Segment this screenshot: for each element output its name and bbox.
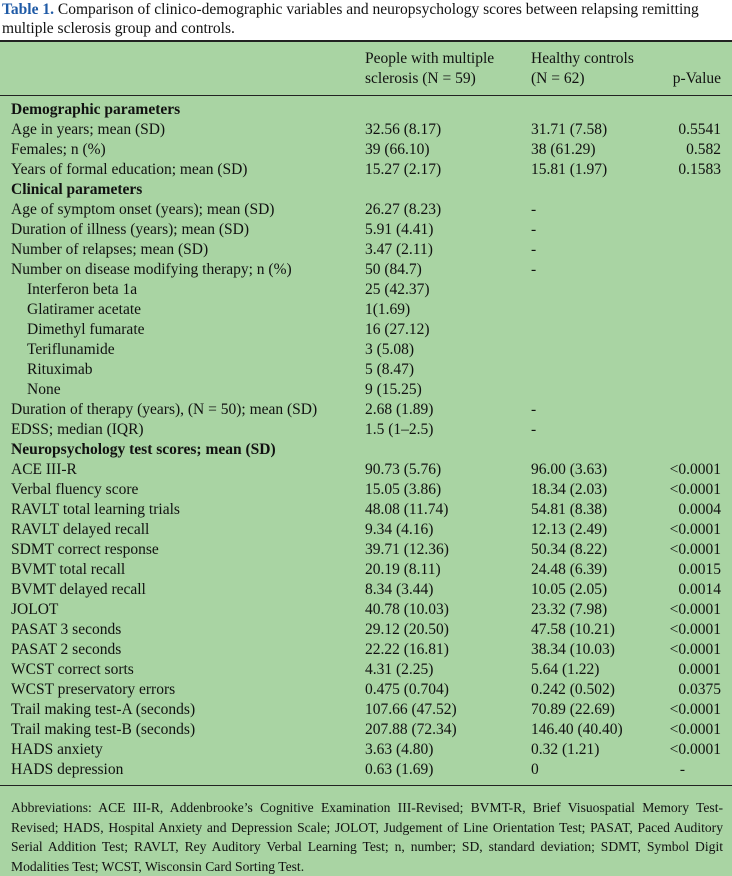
table-row bbox=[0, 500, 732, 520]
control-value: 23.32 (7.98) bbox=[531, 601, 608, 618]
ms-value: 32.56 (8.17) bbox=[365, 121, 442, 138]
p-value: 0.1583 bbox=[678, 161, 721, 178]
caption-text: Comparison of clinico-demographic variables and neuropsychology scores between relapsing remitting multiple sclerosis group and controls. bbox=[2, 1, 699, 37]
control-value: - bbox=[531, 421, 537, 438]
control-value: 38 (61.29) bbox=[531, 141, 596, 158]
header-ms bbox=[365, 49, 494, 89]
control-value: 15.81 (1.97) bbox=[531, 161, 608, 178]
control-value: 31.71 (7.58) bbox=[531, 121, 608, 138]
row-label: BVMT total recall bbox=[11, 561, 126, 578]
table-row bbox=[0, 700, 732, 720]
row-label: RAVLT delayed recall bbox=[11, 521, 150, 538]
row-label: HADS anxiety bbox=[11, 741, 103, 758]
table-row bbox=[0, 620, 732, 640]
ms-value: 90.73 (5.76) bbox=[365, 461, 442, 478]
control-value: 50.34 (8.22) bbox=[531, 541, 608, 558]
row-label: Duration of therapy (years), (N = 50); mean (SD) bbox=[11, 401, 318, 418]
row-label: SDMT correct response bbox=[11, 541, 159, 558]
ms-value: 15.05 (3.86) bbox=[365, 481, 442, 498]
p-value: - bbox=[679, 761, 685, 778]
p-value: 0.0014 bbox=[678, 581, 721, 598]
table-row bbox=[0, 660, 732, 680]
table-row bbox=[0, 120, 732, 140]
row-label: None bbox=[27, 381, 61, 398]
ms-value: 39 (66.10) bbox=[365, 141, 430, 158]
ms-value: 26.27 (8.23) bbox=[365, 201, 442, 218]
ms-value: 1(1.69) bbox=[365, 301, 411, 318]
control-value: 12.13 (2.49) bbox=[531, 521, 608, 538]
control-value: - bbox=[531, 261, 537, 278]
ms-value: 9.34 (4.16) bbox=[365, 521, 434, 538]
table-row bbox=[0, 200, 732, 220]
header-ms-line2: sclerosis (N = 59) bbox=[365, 70, 476, 87]
row-label: EDSS; median (IQR) bbox=[11, 421, 144, 438]
header-rule bbox=[0, 95, 732, 96]
ms-value: 20.19 (8.11) bbox=[365, 561, 441, 578]
ms-value: 5.91 (4.41) bbox=[365, 221, 434, 238]
table-row bbox=[0, 400, 732, 420]
control-value: 0 bbox=[531, 761, 539, 778]
control-value: 70.89 (22.69) bbox=[531, 701, 615, 718]
table-row bbox=[0, 640, 732, 660]
table-row bbox=[0, 520, 732, 540]
header-pvalue: p-Value bbox=[672, 70, 721, 87]
row-label: Rituximab bbox=[27, 361, 93, 378]
table-row bbox=[0, 280, 732, 300]
section-heading bbox=[0, 440, 732, 460]
control-value: 10.05 (2.05) bbox=[531, 581, 608, 598]
ms-value: 39.71 (12.36) bbox=[365, 541, 449, 558]
row-label: Demographic parameters bbox=[11, 101, 181, 118]
table-row bbox=[0, 760, 732, 780]
ms-value: 16 (27.12) bbox=[365, 321, 430, 338]
row-label: Clinical parameters bbox=[11, 181, 143, 198]
control-value: - bbox=[531, 241, 537, 258]
ms-value: 2.68 (1.89) bbox=[365, 401, 434, 418]
p-value: 0.0004 bbox=[678, 501, 721, 518]
table-row bbox=[0, 260, 732, 280]
ms-value: 207.88 (72.34) bbox=[365, 721, 457, 738]
control-value: 18.34 (2.03) bbox=[531, 481, 608, 498]
ms-value: 22.22 (16.81) bbox=[365, 641, 449, 658]
row-label: Age in years; mean (SD) bbox=[11, 121, 166, 138]
control-value: 96.00 (3.63) bbox=[531, 461, 608, 478]
table-row bbox=[0, 600, 732, 620]
row-label: Interferon beta 1a bbox=[27, 281, 138, 298]
section-heading bbox=[0, 180, 732, 200]
control-value: - bbox=[531, 221, 537, 238]
table-row bbox=[0, 480, 732, 500]
ms-value: 4.31 (2.25) bbox=[365, 661, 434, 678]
row-label: Dimethyl fumarate bbox=[27, 321, 145, 338]
header-ms-line1: People with multiple bbox=[365, 50, 495, 67]
ms-value: 0.63 (1.69) bbox=[365, 761, 434, 778]
table-row bbox=[0, 300, 732, 320]
table-row bbox=[0, 340, 732, 360]
p-value: 0.5541 bbox=[678, 121, 721, 138]
header-hc-line2: (N = 62) bbox=[531, 70, 585, 87]
bottom-rule bbox=[0, 785, 732, 786]
p-value: 0.0375 bbox=[678, 681, 721, 698]
table-label: Table 1. bbox=[2, 1, 54, 18]
p-value: 0.0015 bbox=[678, 561, 721, 578]
ms-value: 15.27 (2.17) bbox=[365, 161, 442, 178]
row-label: WCST preservatory errors bbox=[11, 681, 176, 698]
ms-value: 3.63 (4.80) bbox=[365, 741, 434, 758]
row-label: WCST correct sorts bbox=[11, 661, 134, 678]
table-row bbox=[0, 680, 732, 700]
p-value: <0.0001 bbox=[669, 701, 721, 718]
row-label: Trail making test-B (seconds) bbox=[11, 721, 196, 738]
top-rule bbox=[0, 40, 732, 42]
control-value: 5.64 (1.22) bbox=[531, 661, 600, 678]
row-label: ACE III-R bbox=[11, 461, 77, 478]
p-value: 0.0001 bbox=[678, 661, 721, 678]
row-label: HADS depression bbox=[11, 761, 124, 778]
row-label: PASAT 3 seconds bbox=[11, 621, 122, 638]
header-hc-line1: Healthy controls bbox=[531, 50, 634, 67]
control-value: 0.242 (0.502) bbox=[531, 681, 615, 698]
ms-value: 48.08 (11.74) bbox=[365, 501, 449, 518]
table-row bbox=[0, 160, 732, 180]
row-label: PASAT 2 seconds bbox=[11, 641, 122, 658]
p-value: <0.0001 bbox=[669, 741, 721, 758]
row-label: Females; n (%) bbox=[11, 141, 106, 158]
control-value: 54.81 (8.38) bbox=[531, 501, 608, 518]
p-value: 0.582 bbox=[686, 141, 721, 158]
p-value: <0.0001 bbox=[669, 641, 721, 658]
table-caption bbox=[0, 0, 732, 36]
row-label: Number on disease modifying therapy; n (%) bbox=[11, 261, 292, 278]
ms-value: 9 (15.25) bbox=[365, 381, 422, 398]
control-value: - bbox=[531, 401, 537, 418]
row-label: Teriflunamide bbox=[27, 341, 115, 358]
row-label: Neuropsychology test scores; mean (SD) bbox=[11, 441, 276, 458]
ms-value: 40.78 (10.03) bbox=[365, 601, 449, 618]
table-row bbox=[0, 580, 732, 600]
ms-value: 3.47 (2.11) bbox=[365, 241, 433, 258]
table-row bbox=[0, 420, 732, 440]
row-label: Age of symptom onset (years); mean (SD) bbox=[11, 201, 275, 218]
ms-value: 5 (8.47) bbox=[365, 361, 415, 378]
ms-value: 29.12 (20.50) bbox=[365, 621, 449, 638]
ms-value: 0.475 (0.704) bbox=[365, 681, 449, 698]
table-panel bbox=[0, 40, 732, 876]
p-value: <0.0001 bbox=[669, 721, 721, 738]
table-footnote: Abbreviations: ACE III-R, Addenbrooke’s Cognitive Examination III-Revised; BVMT-R, Brief Visuospatial Memory Test-Revised; HADS, Hospital Anxiety and Depression Scale; JOLOT, Judgement of Line Orientation Test; PASAT, Paced Auditory Serial Addition Test; RAVLT, Rey Auditory Verbal Learning Test; n, number; SD, standard deviation; SDMT, Symbol Digit Modalities Test; WCST, Wisconsin Card Sorting Test. bbox=[11, 800, 723, 874]
control-value: 38.34 (10.03) bbox=[531, 641, 615, 658]
table-row bbox=[0, 240, 732, 260]
p-value: <0.0001 bbox=[669, 461, 721, 478]
ms-value: 1.5 (1–2.5) bbox=[365, 421, 434, 438]
header-hc bbox=[531, 49, 634, 89]
table-row bbox=[0, 220, 732, 240]
control-value: 24.48 (6.39) bbox=[531, 561, 608, 578]
table-row bbox=[0, 560, 732, 580]
control-value: 47.58 (10.21) bbox=[531, 621, 615, 638]
row-label: JOLOT bbox=[11, 601, 59, 618]
table-row bbox=[0, 360, 732, 380]
ms-value: 107.66 (47.52) bbox=[365, 701, 457, 718]
row-label: Trail making test-A (seconds) bbox=[11, 701, 196, 718]
row-label: Duration of illness (years); mean (SD) bbox=[11, 221, 250, 238]
ms-value: 50 (84.7) bbox=[365, 261, 422, 278]
control-value: 146.40 (40.40) bbox=[531, 721, 623, 738]
row-label: Glatiramer acetate bbox=[27, 301, 142, 318]
ms-value: 3 (5.08) bbox=[365, 341, 415, 358]
ms-value: 8.34 (3.44) bbox=[365, 581, 434, 598]
ms-value: 25 (42.37) bbox=[365, 281, 430, 298]
row-label: Verbal fluency score bbox=[11, 481, 139, 498]
p-value: <0.0001 bbox=[669, 521, 721, 538]
section-heading bbox=[0, 100, 732, 120]
table-row bbox=[0, 720, 732, 740]
control-value: - bbox=[531, 201, 537, 218]
p-value: <0.0001 bbox=[669, 541, 721, 558]
p-value: <0.0001 bbox=[669, 481, 721, 498]
table-row bbox=[0, 740, 732, 760]
p-value: <0.0001 bbox=[669, 601, 721, 618]
table-row bbox=[0, 540, 732, 560]
row-label: Number of relapses; mean (SD) bbox=[11, 241, 209, 258]
row-label: Years of formal education; mean (SD) bbox=[11, 161, 248, 178]
table-row bbox=[0, 140, 732, 160]
row-label: RAVLT total learning trials bbox=[11, 501, 180, 518]
row-label: BVMT delayed recall bbox=[11, 581, 146, 598]
table-row bbox=[0, 460, 732, 480]
table-row bbox=[0, 380, 732, 400]
p-value: <0.0001 bbox=[669, 621, 721, 638]
control-value: 0.32 (1.21) bbox=[531, 741, 600, 758]
table-row bbox=[0, 320, 732, 340]
